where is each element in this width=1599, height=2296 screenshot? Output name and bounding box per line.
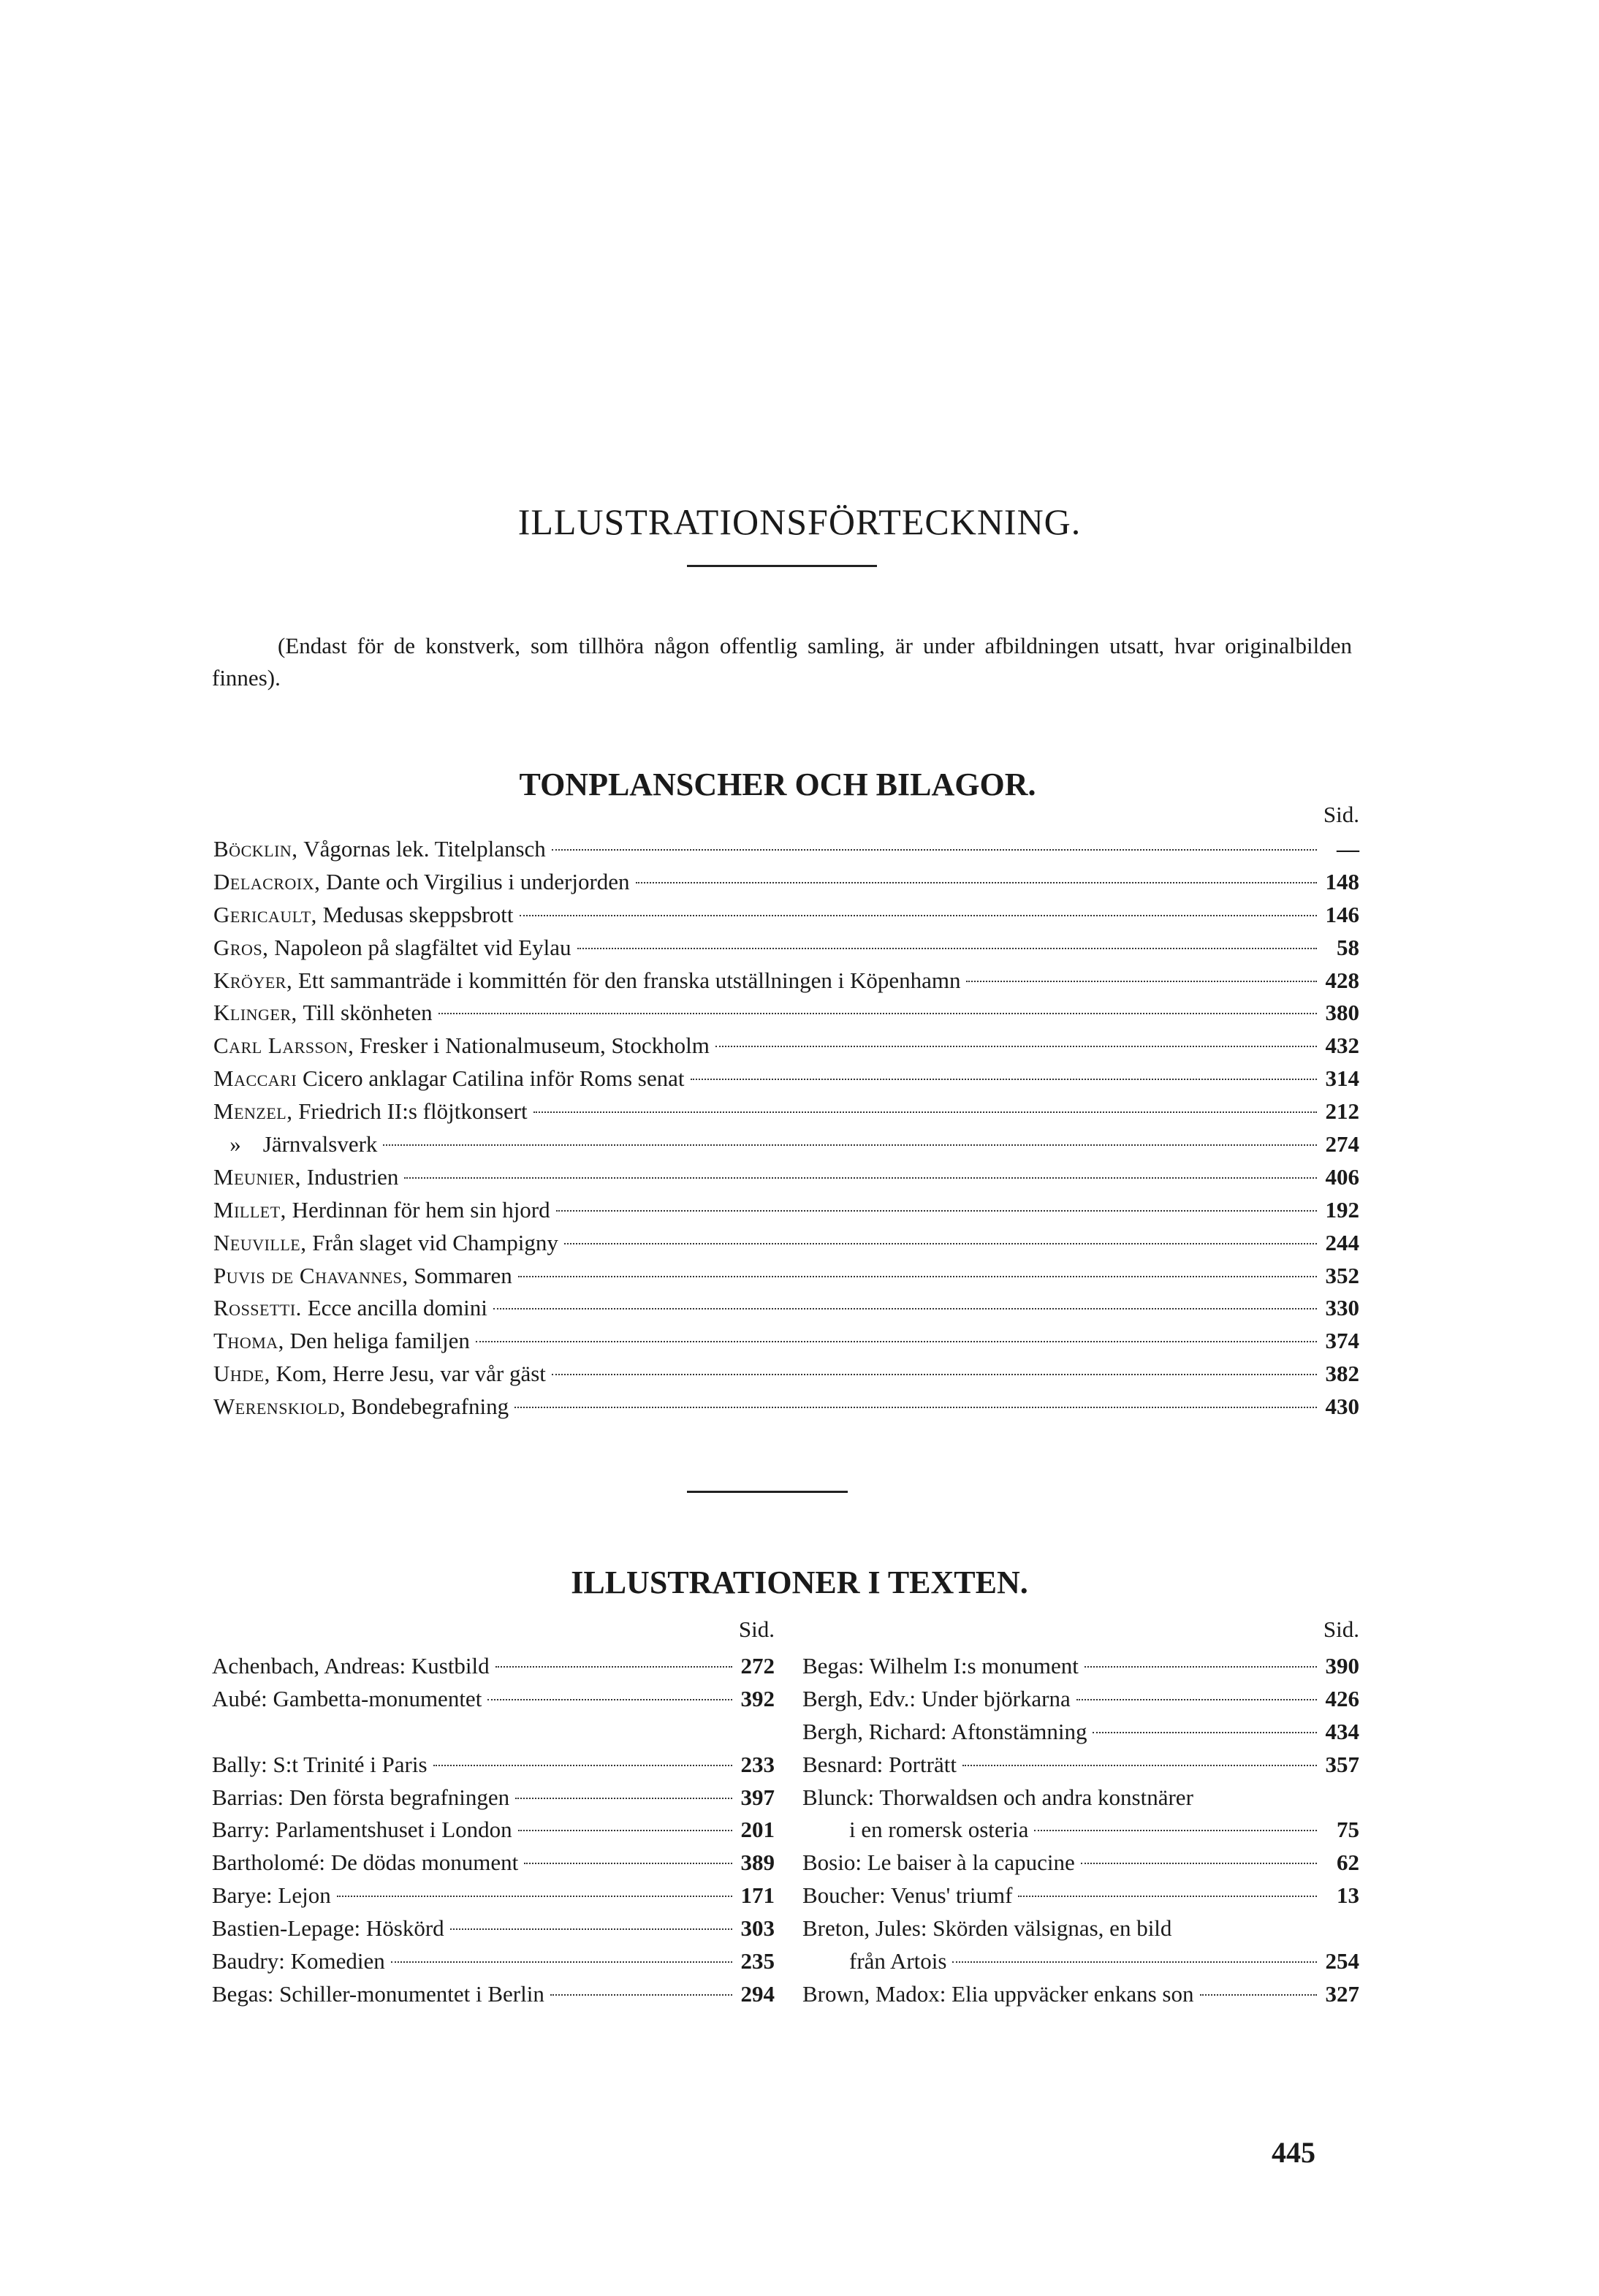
entry-page: 146 — [1325, 901, 1359, 927]
entry-title: Sommaren — [414, 1262, 512, 1288]
entry-page: 374 — [1325, 1328, 1359, 1354]
entry-title: Breton, Jules: Skörden välsignas, en bild — [802, 1915, 1172, 1942]
list-item — [212, 1782, 775, 1814]
list-item — [212, 1814, 775, 1847]
entry-artist: Rossetti. — [213, 1295, 302, 1321]
intro-note: (Endast för de konstverk, som tillhöra någon offentlig samling, är under afbildningen utsatt, hvar originalbilden finnes). — [212, 633, 1352, 691]
entry-page: 428 — [1325, 967, 1359, 993]
entry-page: 392 — [740, 1685, 775, 1711]
entry-page: 294 — [740, 1980, 775, 2007]
title-divider — [687, 565, 877, 567]
entry-title: Från slaget vid Champigny — [312, 1229, 558, 1255]
list-item — [802, 1847, 1359, 1879]
entry-title-continuation: i en romersk osteria — [849, 1817, 1029, 1843]
list-item — [212, 1749, 775, 1782]
entry-title: Bosio: Le baiser à la capucine — [802, 1850, 1075, 1876]
entry-title-continuation: från Artois — [849, 1948, 947, 1974]
plates-sid-label: Sid. — [1323, 802, 1359, 827]
list-item — [213, 932, 1359, 965]
list-item — [212, 1847, 775, 1879]
list-item — [213, 1030, 1359, 1063]
right-sid-label: Sid. — [1323, 1616, 1359, 1642]
text-illustrations-left-column — [212, 1650, 775, 2011]
entry-page: 192 — [1325, 1196, 1359, 1223]
entry-artist: Werenskiold, — [213, 1394, 346, 1420]
entry-page: 389 — [740, 1850, 775, 1876]
entry-title: Medusas skeppsbrott — [322, 901, 514, 927]
entry-page: 406 — [1325, 1163, 1359, 1190]
entry-page: 201 — [740, 1817, 775, 1843]
entry-page: 434 — [1325, 1718, 1359, 1744]
entry-page: 62 — [1337, 1850, 1359, 1876]
entry-page: 148 — [1325, 868, 1359, 894]
list-item — [213, 1194, 1359, 1227]
entry-artist: Carl Larsson, — [213, 1033, 354, 1059]
ditto-mark: » — [229, 1131, 241, 1157]
list-item — [213, 1063, 1359, 1095]
entry-artist: Gericault, — [213, 901, 317, 927]
list-item — [802, 1749, 1359, 1782]
list-item — [212, 1879, 775, 1912]
left-sid-label: Sid. — [738, 1616, 775, 1642]
list-item-continuation — [802, 1814, 1359, 1847]
list-item — [213, 866, 1359, 899]
entry-page: 426 — [1325, 1685, 1359, 1711]
entry-title: Till skönheten — [303, 1000, 433, 1026]
entry-artist: Böcklin, — [213, 836, 298, 862]
list-item — [802, 1978, 1359, 2011]
list-item — [802, 1782, 1359, 1814]
list-item — [212, 1650, 775, 1683]
entry-title: Begas: Schiller-monumentet i Berlin — [212, 1980, 544, 2007]
list-item — [213, 1325, 1359, 1358]
entry-title: Dante och Virgilius i underjorden — [326, 868, 630, 894]
entry-page: 233 — [740, 1751, 775, 1777]
entry-artist: Uhde, — [213, 1361, 270, 1387]
entry-page: 380 — [1325, 1000, 1359, 1026]
entry-page: 382 — [1325, 1361, 1359, 1387]
list-item — [802, 1716, 1359, 1749]
entry-page: 352 — [1325, 1262, 1359, 1288]
entry-page: 212 — [1325, 1098, 1359, 1125]
list-item-continuation — [802, 1945, 1359, 1978]
list-item — [212, 1978, 775, 2011]
entry-artist: Menzel, — [213, 1098, 293, 1125]
page-number: 445 — [1272, 2136, 1315, 2169]
entry-title: Bergh, Edv.: Under björkarna — [802, 1685, 1071, 1711]
list-item — [213, 1227, 1359, 1260]
entry-title: Barrias: Den första begrafningen — [212, 1784, 510, 1810]
list-item — [213, 1161, 1359, 1194]
entry-title: Den heliga familjen — [289, 1328, 470, 1354]
entry-artist: Neuville, — [213, 1229, 307, 1255]
entry-page: 274 — [1325, 1131, 1359, 1157]
entry-title: Napoleon på slagfältet vid Eylau — [274, 934, 571, 960]
entry-page: — — [1337, 836, 1359, 862]
entry-artist: Kröyer, — [213, 967, 293, 993]
entry-artist: Maccari — [213, 1065, 297, 1092]
entry-title: Fresker i Nationalmuseum, Stockholm — [360, 1033, 710, 1059]
entry-title: Bartholomé: De dödas monument — [212, 1850, 519, 1876]
text-illustrations-heading: ILLUSTRATIONER I TEXTEN. — [571, 1565, 1028, 1600]
entry-page: 254 — [1325, 1948, 1359, 1974]
list-item — [213, 1128, 1359, 1161]
entry-page: 13 — [1337, 1882, 1359, 1909]
list-item — [213, 1095, 1359, 1128]
list-item — [212, 1683, 775, 1716]
entry-artist: Klinger, — [213, 1000, 297, 1026]
list-item — [213, 833, 1359, 866]
entry-title: Boucher: Venus' triumf — [802, 1882, 1013, 1909]
entry-page: 58 — [1337, 934, 1359, 960]
list-item — [213, 1292, 1359, 1325]
list-item — [802, 1650, 1359, 1683]
entry-title: Industrien — [306, 1163, 399, 1190]
entry-page: 327 — [1325, 1980, 1359, 2007]
entry-title: Achenbach, Andreas: Kustbild — [212, 1653, 490, 1679]
entry-title: Blunck: Thorwaldsen och andra konstnärer — [802, 1784, 1193, 1810]
list-item — [212, 1912, 775, 1945]
entry-artist: Delacroix, — [213, 868, 321, 894]
list-item — [213, 1358, 1359, 1391]
entry-page: 272 — [740, 1653, 775, 1679]
letter-gap — [212, 1716, 775, 1749]
list-item — [802, 1912, 1359, 1945]
entry-page: 75 — [1337, 1817, 1359, 1843]
entry-title: Barry: Parlamentshuset i London — [212, 1817, 512, 1843]
entry-page: 171 — [740, 1882, 775, 1909]
entry-artist: Thoma, — [213, 1328, 284, 1354]
entry-title: Bally: S:t Trinité i Paris — [212, 1751, 428, 1777]
list-item — [213, 899, 1359, 932]
entry-page: 330 — [1325, 1295, 1359, 1321]
section-divider — [687, 1491, 848, 1493]
entry-page: 397 — [740, 1784, 775, 1810]
list-item — [802, 1683, 1359, 1716]
entry-page: 390 — [1325, 1653, 1359, 1679]
text-illustrations-right-column — [802, 1650, 1359, 2011]
entry-title: Begas: Wilhelm I:s monument — [802, 1653, 1079, 1679]
entry-title: Friedrich II:s flöjtkonsert — [298, 1098, 528, 1125]
plates-heading: TONPLANSCHER OCH BILAGOR. — [519, 767, 1036, 802]
entry-title: Kom, Herre Jesu, var vår gäst — [276, 1361, 546, 1387]
list-item — [212, 1945, 775, 1978]
entry-title: Baudry: Komedien — [212, 1948, 385, 1974]
entry-artist: Gros, — [213, 934, 269, 960]
list-item — [213, 997, 1359, 1030]
entry-title: Ett sammanträde i kommittén för den franska utställningen i Köpenhamn — [297, 967, 961, 993]
entry-artist: Meunier, — [213, 1163, 301, 1190]
entry-title: Bondebegrafning — [351, 1394, 509, 1420]
entry-title: Herdinnan för hem sin hjord — [292, 1196, 550, 1223]
list-item — [213, 1260, 1359, 1293]
list-item — [802, 1879, 1359, 1912]
entry-title: Aubé: Gambetta-monumentet — [212, 1685, 482, 1711]
entry-title: Bastien-Lepage: Höskörd — [212, 1915, 444, 1942]
entry-title: Besnard: Porträtt — [802, 1751, 957, 1777]
page-title: ILLUSTRATIONSFÖRTECKNING. — [517, 501, 1082, 542]
plates-list — [213, 833, 1359, 1423]
entry-page: 235 — [740, 1948, 775, 1974]
entry-page: 357 — [1325, 1751, 1359, 1777]
entry-artist: Millet, — [213, 1196, 286, 1223]
entry-title: Järnvalsverk — [262, 1131, 378, 1157]
entry-page: 430 — [1325, 1394, 1359, 1420]
entry-title: Vågornas lek. Titelplansch — [303, 836, 546, 862]
entry-title: Cicero anklagar Catilina inför Roms senat — [302, 1065, 685, 1092]
entry-page: 244 — [1325, 1229, 1359, 1255]
entry-title: Brown, Madox: Elia uppväcker enkans son — [802, 1980, 1194, 2007]
list-item — [213, 1391, 1359, 1423]
entry-artist: Puvis de Chavannes, — [213, 1262, 409, 1288]
entry-page: 303 — [740, 1915, 775, 1942]
entry-page: 314 — [1325, 1065, 1359, 1092]
entry-title: Barye: Lejon — [212, 1882, 331, 1909]
list-item — [213, 965, 1359, 997]
entry-title: Bergh, Richard: Aftonstämning — [802, 1718, 1087, 1744]
entry-title: Ecce ancilla domini — [307, 1295, 487, 1321]
entry-page: 432 — [1325, 1033, 1359, 1059]
